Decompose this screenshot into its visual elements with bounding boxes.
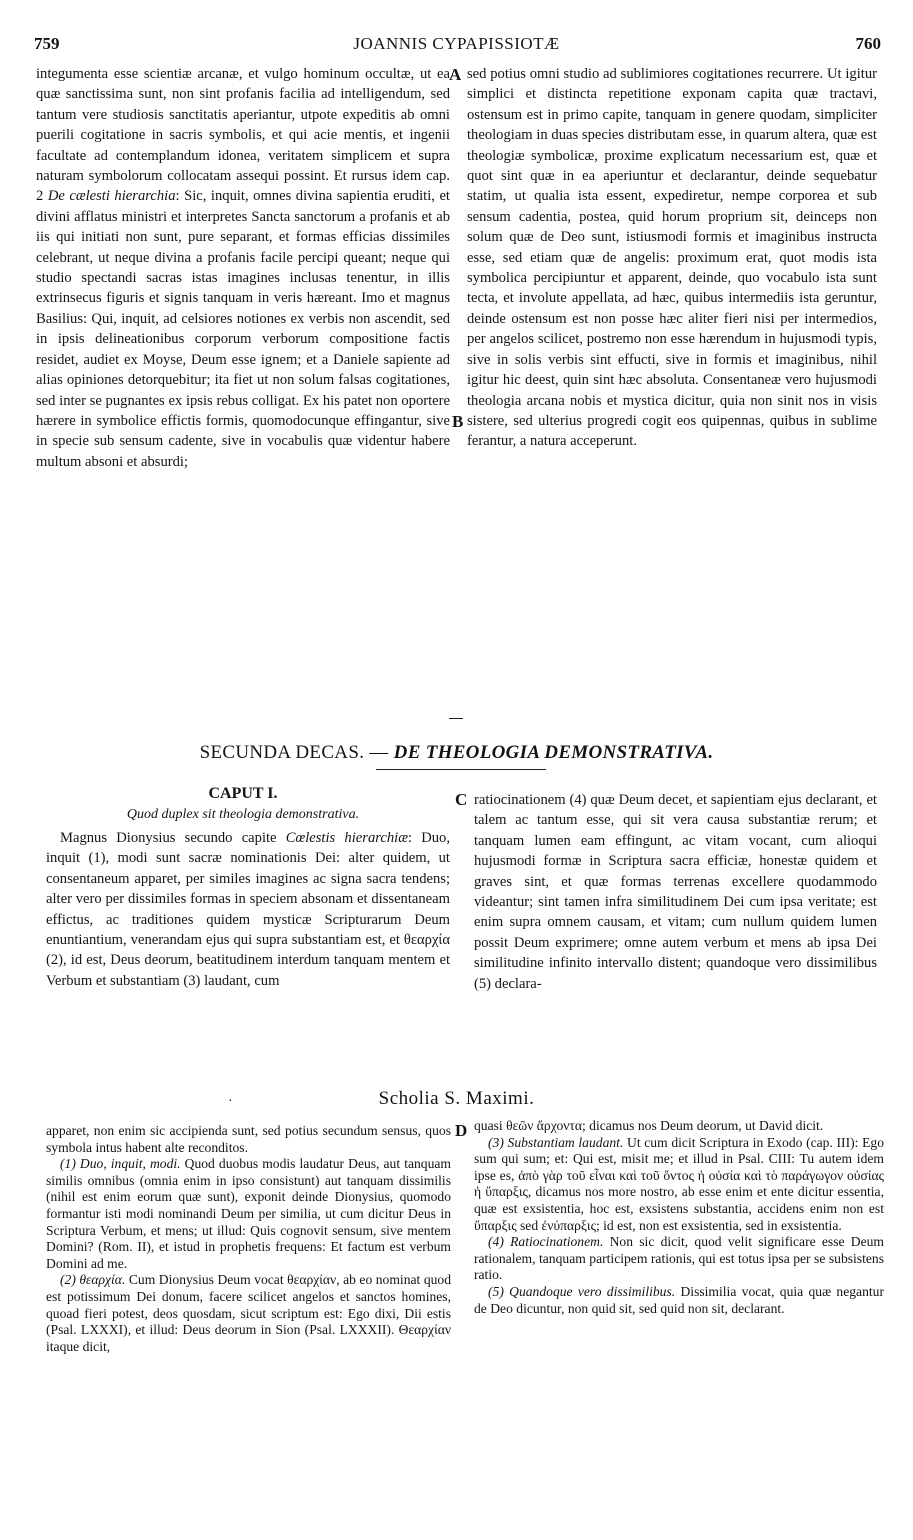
scholion-5-label: (5) Quandoque vero dissimilibus. <box>488 1283 676 1299</box>
caput-right-text: ratiocinationem (4) quæ Deum decet, et sapientiam ejus declarant, et talem ac tantum esse, qui sit vera causa substantiæ rerum; et tanquam lumen eam effingunt, ac vitam vocant, cum alioqui hujusmodi formæ in Scriptura sacra efficiæ, honestæ quidem et graves sint, et quæ formas terrenas excellere quodammodo videantur; sint tamen infra similitudinem Dei cum ipsa veritate; est enim supra omnem causam, et vitam; cum nullum quidem lumen possit Deum exprimere; omne autem verbum et mens ab ipsa Dei similitudine infinito intervallo distent; quandoque vero dissimilibus (5) declara- <box>474 792 877 992</box>
section-title: DE THEOLOGIA DEMONSTRATIVA. <box>393 742 714 763</box>
scholion-3-label: (3) Substantiam laudant. <box>488 1134 624 1150</box>
scholion-1 <box>46 1156 451 1272</box>
caput-left-reference: Cœlestis hierarchiæ <box>285 830 408 846</box>
caput-left-text-continued: : Duo, inquit (1), modi sunt sacræ nominationis Dei: alter quidem, ut consentaneum apparet, per similes imagines ac signa sacra tendens; alter vero per dissimiles formas in speciem absonam et dissentaneam effictus, ac traditiones quidem mysticæ Scripturarum Deum enuntiantium, venerandam ejus qui supra substantiam est, et θεαρχία (2), id est, Deus deorum, beatitudinem interdum tanquam mentem et Verbum et substantiam (3) laudant, cum <box>46 830 451 989</box>
caput-subtitle: Quod duplex sit theologia demonstrativa. <box>126 807 360 822</box>
section-prefix: SECUNDA DECAS. — <box>199 742 389 763</box>
scholion-2 <box>46 1272 451 1355</box>
scholion-2-text: Cum Dionysius Deum vocat θεαρχίαν, ab eo nominat quod est potissimum Dei donum, facere scilicet angelos et sanctos homines, quoad fieri potest, deos quosdam, sicut scriptum est: Ego dixi, Dii estis (Psal. LXXXI), et illud: Deus deorum in Sion (Psal. LXXXII). Θεαρχίαν itaque dicit, <box>46 1272 452 1354</box>
margin-letter-b: B <box>452 412 464 431</box>
short-rule <box>449 718 463 719</box>
top-left-reference: De cælesti hierarchia <box>47 188 176 205</box>
caput-title: CAPUT I. <box>208 785 278 802</box>
margin-letter-c: C <box>455 790 468 809</box>
page-number-left: 759 <box>34 34 60 53</box>
top-right-text: sed potius omni studio ad sublimiores cogitationes recurrere. Ut igitur simplici et distincta repetitione exponam capita quæ tractavi, ostensum est in primo capite, tanquam in genere quodam, simpliciter theologiam in duas species distributam esse, in quarum altera, quæ est theologiæ symbolicæ, proxime explicatum necessarium est, quæ et quot sint quæ in ea aperiuntur et declarantur, deinde sequebatur statim, ut qualia ista essent, expediretur, nempe corporea et sub sensum cadentia, postea, quid horum proprium sit, deinceps non solum quæ de Deo sunt, istiusmodi formis et imaginibus instructa esse, sed etiam quæ de angelis: proximum erat, quot modis ista symbolica percipiuntur et apparent, deinde, quo vocabulo ista sunt tecta, et involute appellata, ad hæc, quibus intermediis ista geruntur, deinde ostensum est non posse hæc aliter fieri nisi per intermedios, per angelos scilicet, postremo non esse hærendum in hujusmodi typis, sive in solis verbis sint effucti, sive in formis et imaginibus, nihil igitur hic deest, quin sint hæc absoluta. Consentaneæ vero hujusmodi theologia arcana nobis et mystica dicitur, quia non sinit nos in visis sistere, sed ulterius progredi cogit eos quipennas, quibus in sublime ferantur, a natura acceperunt. <box>467 66 877 450</box>
scholion-2-label: (2) θεαρχία. <box>60 1272 126 1288</box>
scholia-left-intro: apparet, non enim sic accipienda sunt, sed potius secundum sensus, quos symbola intus habent alte reconditos. <box>46 1123 451 1155</box>
page-number-right: 760 <box>855 34 881 53</box>
scholion-4 <box>474 1234 884 1284</box>
scholia-right-column <box>474 1118 884 1317</box>
scholion-1-text: Quod duobus modis laudatur Deus, aut tanquam similis omnibus (omnia enim in ipso consistunt) aut tanquam dissimilis (nihil est enim eorum quæ sunt), exponit deinde Dionysius, quomodo formantur isti modi nominandi Deum per similia, ut cum dicitur Deus in Scriptura Verbum, et mens; ut illud: Quis cognovit sensum, sive mentem Domini? (Rom. II), et istud in prophetis frequens: Et factum est verbum Domini ad me. <box>46 1156 451 1271</box>
top-right-column <box>467 64 877 452</box>
caput-left-text: Magnus Dionysius secundo capite <box>60 830 277 846</box>
scholion-4-text: Non sic dicit, quod velit significare esse Deum rationalem, tanquam participem rationis, qui est totus ipsa per se subsistens ratio. <box>474 1234 884 1283</box>
scholion-1-label: (1) Duo, inquit, modi. <box>60 1156 181 1172</box>
scholion-5-text: Dissimilia vocat, quia quæ negantur de Deo dicuntur, non quid sit, sed quid non sit, declarant. <box>474 1283 884 1316</box>
section-rule <box>376 769 546 770</box>
scholion-3-text: Ut cum dicit Scriptura in Exodo (cap. III): Ego sum qui sum; et: Qui est, misit me; et illud in Psal. CIII: Tu autem idem ipse es, ἀπὸ γὰρ τοῦ εἶναι καὶ τοῦ ὄντος ἡ οὐσία καὶ τὸ παράγωγον οὐσίας ἡ ὕπαρξις, dicamus nos more nostro, ab esse enim et ente dicitur essentia, quæ est exsistentia, hoc est, exsistens substantia, accidens enim non est ὕπαρξις sed ἐνύπαρξις; id est, non est exsistentia, sed in exsistentia. <box>474 1134 884 1233</box>
running-title: JOANNIS CYPAPISSIOTÆ <box>353 34 560 53</box>
scholion-5 <box>474 1284 884 1317</box>
section-heading <box>0 742 913 764</box>
scholia-heading: Scholia S. Maximi. <box>378 1088 535 1109</box>
scholia-right-intro: quasi θεῶν ἄρχοντα; dicamus nos Deum deorum, ut David dicit. <box>474 1118 824 1133</box>
top-left-text: integumenta esse scientiæ arcanæ, et vulgo hominum occultæ, ut ea quæ sanctissima sunt, non sint profanis facilia ad intelligendum, sed tantum vere studiosis sanctitatis aperiantur, utpote expeditis ab omni puerili cogitatione in sacris symbolis, et qui acie mentis, et ingenii facultate ad contemplandum idonea, veritatem simplicem et supra naturam symbolorum collocatam assequi possint. Et rursus idem cap. 2 <box>36 66 450 205</box>
scholion-3 <box>474 1135 884 1235</box>
ornament-dot: · <box>228 1094 233 1109</box>
caput-left-column <box>46 828 450 991</box>
scholion-4-label: (4) Ratiocinationem. <box>488 1234 604 1250</box>
margin-letter-d: D <box>455 1121 468 1140</box>
top-left-text-continued: : Sic, inquit, omnes divina sapientia eruditi, et divini afflatus ministri et interpretes Sancta sanctorum a profanis et ab iis qui initiati non sunt, pure separant, et formas efficias dissimiles celebrant, ut neque divina a profanis facile percipi queant; neque qui studio spectandi sacras istas imagines inclusas tenentur, in illis extrinsecus figuris et signis tanquam in veris hæreant. Imo et magnus Basilius: Qui, inquit, ad celsiores notiones ex verbis non ascendit, sed in ipsis delineationibus corporum verborum compositione factis residet, audiet ex Moyse, Deum esse ignem; et a Daniele sapiente ad alias opiniones detorquebitur; ita fiet ut non solum falsas cogitationes, sed inter se pugnantes ex ipsis rebus colligat. Ex his patet non oportere hærere in symbolice effictis formis, quomodocunque effingantur, sive in specie sub sensum cadente, sive in vocabulis quæ videntur habere multum absoni et absurdi; <box>36 188 450 470</box>
margin-letter-a: A <box>449 65 462 84</box>
caput-right-column <box>474 790 877 994</box>
top-left-column <box>36 64 450 472</box>
scholia-left-column <box>46 1123 451 1355</box>
